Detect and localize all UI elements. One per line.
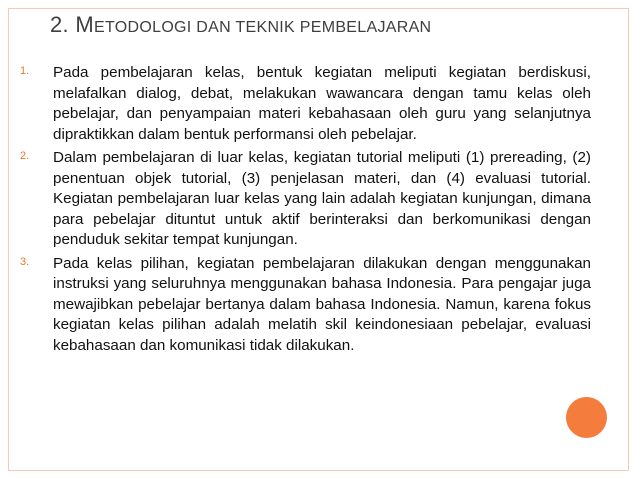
list-item-number: 1.	[20, 65, 30, 77]
list-item-number: 3.	[20, 255, 30, 268]
title-number: 2.	[50, 12, 69, 37]
list-item-text: Pada kelas pilihan, kegiatan pembelajaran dilakukan dengan menggunakan instruksi yang seluruhnya menggunakan bahasa Indonesia. Para pengajar juga mewajibkan pebelajar bertanya dalam bahasa Indonesia. Namun, karena fokus kegiatan kelas pilihan adalah melatih skil keindonesiaan pebelajar, evaluasi kebahasaan dan komunikasi tidak dilakukan.	[53, 254, 591, 354]
title-rest: ETODOLOGI DAN TEKNIK PEMBELAJARAN	[94, 19, 432, 36]
list-item	[0, 63, 591, 145]
list-item-text: Pada pembelajaran kelas, bentuk kegiatan meliputi kegiatan berdiskusi, melafalkan dialog, debat, melakukan wawancara dengan tamu kelas oleh pebelajar, dan penyampaian materi kebahasaan oleh guru yang selanjutnya dipraktikkan dalam bentuk performansi oleh pebelajar.	[53, 64, 591, 143]
methodology-list	[0, 63, 591, 359]
list-item	[0, 148, 591, 251]
list-item-number: 2.	[20, 150, 30, 162]
list-item	[0, 254, 591, 357]
decorative-circle	[566, 397, 607, 438]
list-item-text: Dalam pembelajaran di luar kelas, kegiatan tutorial meliputi (1) prereading, (2) penentuan objek tutorial, (3) penjelasan materi, dan (4) evaluasi tutorial. Kegiatan pembelajaran luar kelas yang lain adalah kegiatan kunjungan, dimana para pebelajar dituntut untuk aktif berinteraksi dan berkomunikasi dengan penduduk sekitar tempat kunjungan.	[53, 149, 591, 248]
title-initial: M	[75, 12, 95, 37]
slide-title	[50, 12, 431, 38]
